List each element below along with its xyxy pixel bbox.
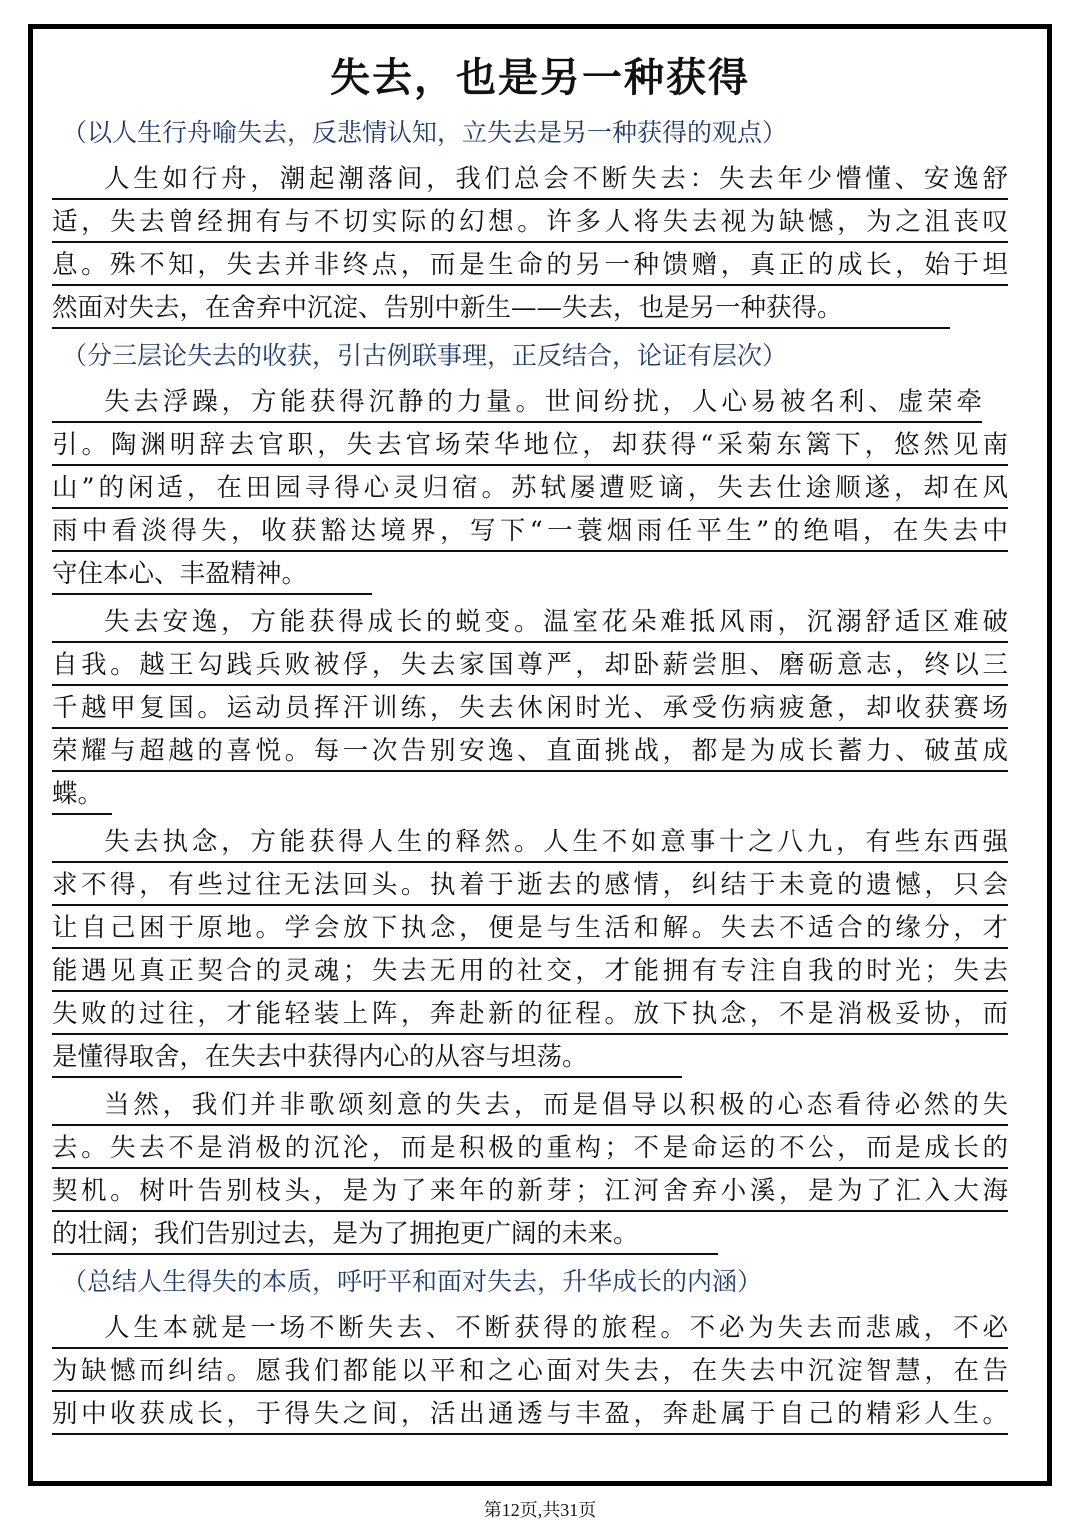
- text-line: 蝶。: [52, 773, 112, 815]
- text-line: 然面对失去，在舍弃中沉淀、告别中新生——失去，也是另一种获得。: [52, 287, 950, 329]
- text-line: 千越甲复国。运动员挥汗训练，失去休闲时光、承受伤病疲惫，却收获赛场: [52, 687, 1008, 729]
- text-line: 自我。越王勾践兵败被俘，失去家国尊严，却卧薪尝胆、磨砺意志，终以三: [52, 644, 1008, 686]
- text-line: 人生本就是一场不断失去、不断获得的旅程。不必为失去而悲戚，不必: [52, 1307, 1008, 1349]
- annotation-note: （分三层论失去的收获，引古例联事理，正反结合，论证有层次）: [62, 341, 788, 370]
- text-line: 契机。树叶告别枝头，是为了来年的新芽；江河舍弃小溪，是为了汇入大海: [52, 1170, 1008, 1212]
- text-line: 失去安逸，方能获得成长的蜕变。温室花朵难抵风雨，沉溺舒适区难破: [52, 601, 1008, 643]
- text-line: 引。陶渊明辞去官职，失去官场荣华地位，却获得“采菊东篱下，悠然见南: [52, 424, 1008, 466]
- text-line: 失败的过往，才能轻装上阵，奔赴新的征程。放下执念，不是消极妥协，而: [52, 993, 1008, 1035]
- text-line: 让自己困于原地。学会放下执念，便是与生活和解。失去不适合的缘分，才: [52, 907, 1008, 949]
- text-line: 息。殊不知，失去并非终点，而是生命的另一种馈赠，真正的成长，始于坦: [52, 244, 1008, 286]
- text-line: 能遇见真正契合的灵魂；失去无用的社交，才能拥有专注自我的时光；失去: [52, 950, 1008, 992]
- text-line: 当然，我们并非歌颂刻意的失去，而是倡导以积极的心态看待必然的失: [52, 1084, 1008, 1126]
- text-line: 适，失去曾经拥有与不切实际的幻想。许多人将失去视为缺憾，为之沮丧叹: [52, 201, 1008, 243]
- text-line: 守住本心、丰盈精神。: [52, 553, 372, 595]
- text-line: 山”的闲适，在田园寻得心灵归宿。苏轼屡遭贬谪，失去仕途顺遂，却在风: [52, 467, 1008, 509]
- annotation-note: （总结人生得失的本质，呼吁平和面对失去，升华成长的内涵）: [62, 1267, 763, 1296]
- text-line: 失去执念，方能获得人生的释然。人生不如意事十之八九，有些东西强: [52, 821, 1008, 863]
- essay-title: 失去，也是另一种获得: [330, 55, 750, 101]
- text-line: 雨中看淡得失，收获豁达境界，写下“一蓑烟雨任平生”的绝唱，在失去中: [52, 510, 1008, 552]
- page-number: 第12页,共31页: [483, 1500, 597, 1520]
- text-line: 人生如行舟，潮起潮落间，我们总会不断失去：失去年少懵懂、安逸舒: [52, 158, 1008, 200]
- text-line: 求不得，有些过往无法回头。执着于逝去的感情，纠结于未竟的遗憾，只会: [52, 864, 1008, 906]
- text-line: 的壮阔；我们告别过去，是为了拥抱更广阔的未来。: [52, 1213, 718, 1255]
- text-line: 别中收获成长，于得失之间，活出通透与丰盈，奔赴属于自己的精彩人生。: [52, 1393, 1008, 1435]
- annotation-note: （以人生行舟喻失去，反悲情认知，立失去是另一种获得的观点）: [62, 118, 788, 147]
- text-line: 为缺憾而纠结。愿我们都能以平和之心面对失去，在失去中沉淀智慧，在告: [52, 1350, 1008, 1392]
- text-line: 荣耀与超越的喜悦。每一次告别安逸、直面挑战，都是为成长蓄力、破茧成: [52, 730, 1008, 772]
- text-line: 失去浮躁，方能获得沉静的力量。世间纷扰，人心易被名利、虚荣牵: [52, 381, 982, 423]
- text-line: 是懂得取舍，在失去中获得内心的从容与坦荡。: [52, 1036, 682, 1078]
- text-line: 去。失去不是消极的沉沦，而是积极的重构；不是命运的不公，而是成长的: [52, 1127, 1008, 1169]
